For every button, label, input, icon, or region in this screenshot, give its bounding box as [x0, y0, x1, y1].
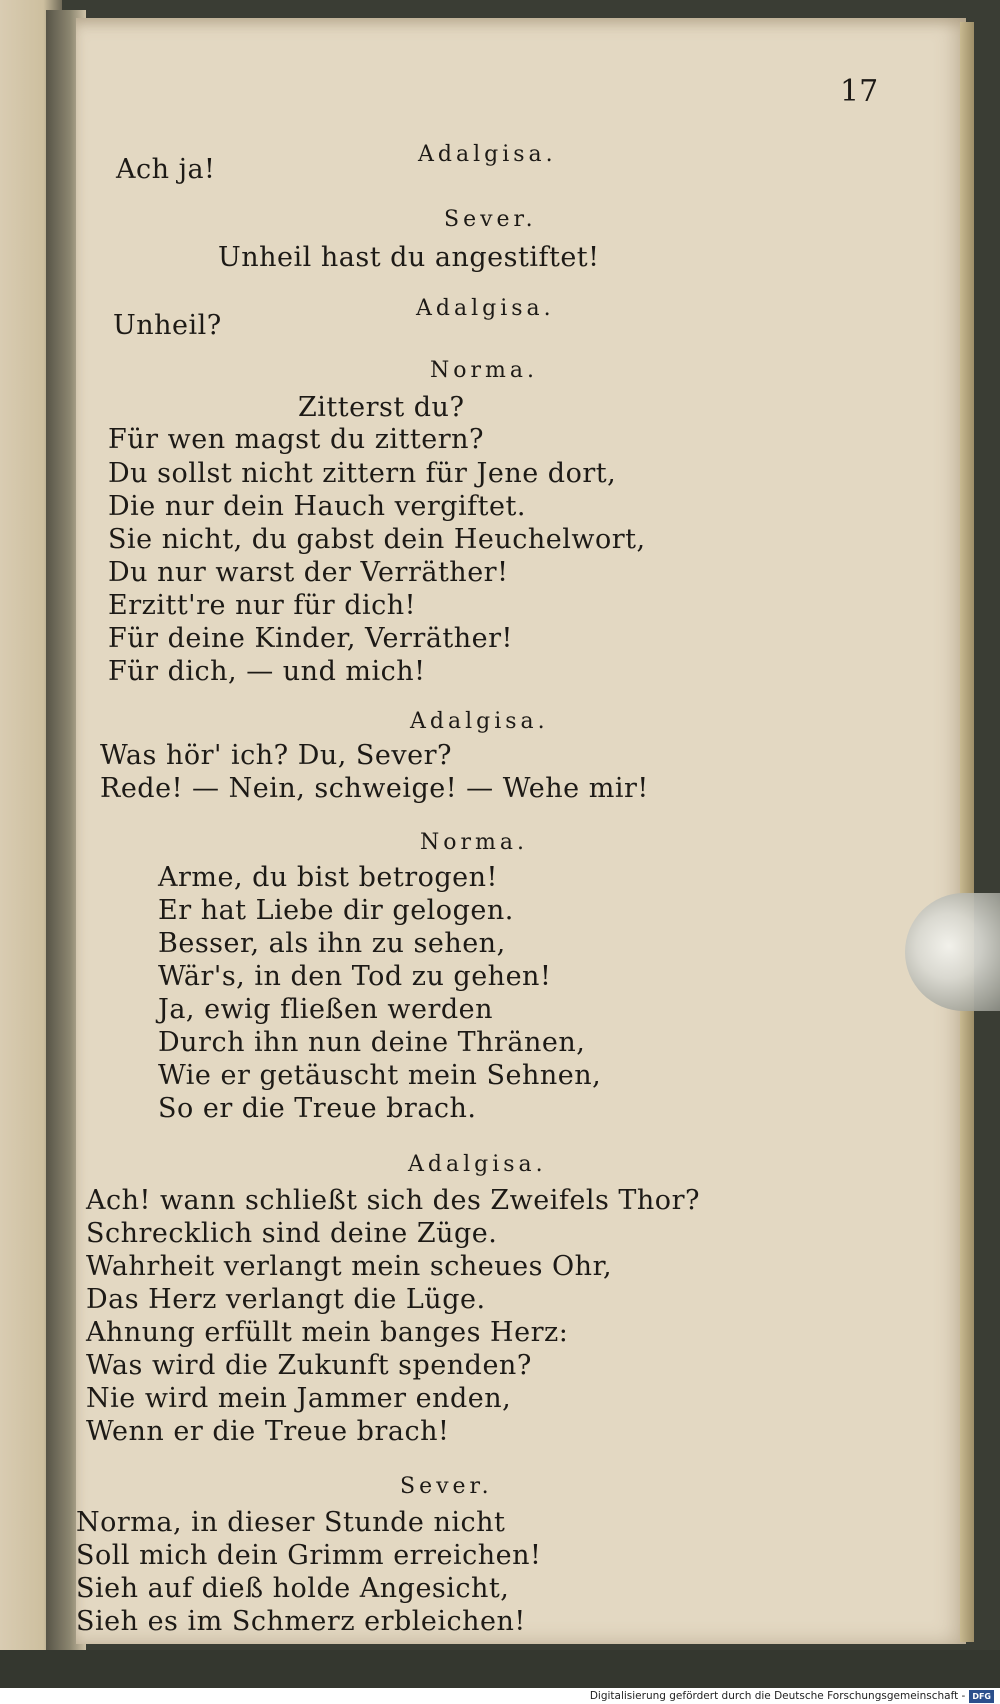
speaker-label: Adalgisa.	[410, 709, 549, 734]
verse-line: Arme, du bist betrogen!	[158, 862, 498, 893]
dfg-logo-icon: DFG	[969, 1690, 994, 1703]
speaker-label: Adalgisa.	[408, 1152, 547, 1177]
verse-line: Sieh auf dieß holde Angesicht,	[76, 1573, 510, 1604]
verse-line: Unheil?	[113, 310, 222, 341]
footer-credit: Digitalisierung gefördert durch die Deutsche Forschungsgemeinschaft -	[589, 1690, 966, 1702]
verse-line: Soll mich dein Grimm erreichen!	[76, 1540, 542, 1571]
verse-line: Er hat Liebe dir gelogen.	[158, 895, 514, 926]
verse-line: Du sollst nicht zittern für Jene dort,	[108, 458, 617, 489]
verse-line: Unheil hast du angestiftet!	[218, 242, 600, 273]
digitization-footer	[0, 1688, 1000, 1704]
page-number: 17	[840, 74, 879, 109]
speaker-label: Adalgisa.	[416, 296, 555, 321]
speaker-label: Norma.	[430, 358, 538, 383]
verse-line: Wär's, in den Tod zu gehen!	[158, 961, 552, 992]
verse-line: Sieh es im Schmerz erbleichen!	[76, 1606, 526, 1637]
verse-line: Durch ihn nun deine Thränen,	[158, 1027, 586, 1058]
verse-line: Zitterst du?	[298, 392, 465, 423]
verse-line: Rede! — Nein, schweige! — Wehe mir!	[100, 773, 649, 804]
speaker-label: Norma.	[420, 830, 528, 855]
verse-line: Wie er getäuscht mein Sehnen,	[158, 1060, 602, 1091]
verse-line: Besser, als ihn zu sehen,	[158, 928, 506, 959]
verse-line: Was wird die Zukunft spenden?	[86, 1350, 532, 1381]
verse-line: Für dich, — und mich!	[108, 656, 426, 687]
page-edge	[960, 22, 974, 1642]
verse-line: Das Herz verlangt die Lüge.	[86, 1284, 486, 1315]
verse-line: Nie wird mein Jammer enden,	[86, 1383, 512, 1414]
speaker-label: Adalgisa.	[418, 142, 557, 167]
verse-line: Erzitt're nur für dich!	[108, 590, 416, 621]
verse-line: Die nur dein Hauch vergiftet.	[108, 491, 526, 522]
speaker-label: Sever.	[444, 207, 537, 232]
verse-line: Ach! wann schließt sich des Zweifels Thor?	[86, 1185, 700, 1216]
verse-line: Ach ja!	[116, 154, 216, 185]
verse-line: Sie nicht, du gabst dein Heuchelwort,	[108, 524, 646, 555]
verse-line: Für deine Kinder, Verräther!	[108, 623, 513, 654]
verse-line: Norma, in dieser Stunde nicht	[76, 1507, 506, 1538]
verse-line: Wenn er die Treue brach!	[86, 1416, 450, 1447]
scan-background	[0, 1650, 1000, 1688]
verse-line: Für wen magst du zittern?	[108, 424, 485, 455]
verse-line: Schrecklich sind deine Züge.	[86, 1218, 498, 1249]
verse-line: Du nur warst der Verräther!	[108, 557, 509, 588]
verse-line: Was hör' ich? Du, Sever?	[100, 740, 452, 771]
verse-line: Wahrheit verlangt mein scheues Ohr,	[86, 1251, 613, 1282]
verse-line: Ja, ewig fließen werden	[158, 994, 494, 1025]
speaker-label: Sever.	[400, 1474, 493, 1499]
verse-line: Ahnung erfüllt mein banges Herz:	[86, 1317, 569, 1348]
verse-line: So er die Treue brach.	[158, 1093, 477, 1124]
